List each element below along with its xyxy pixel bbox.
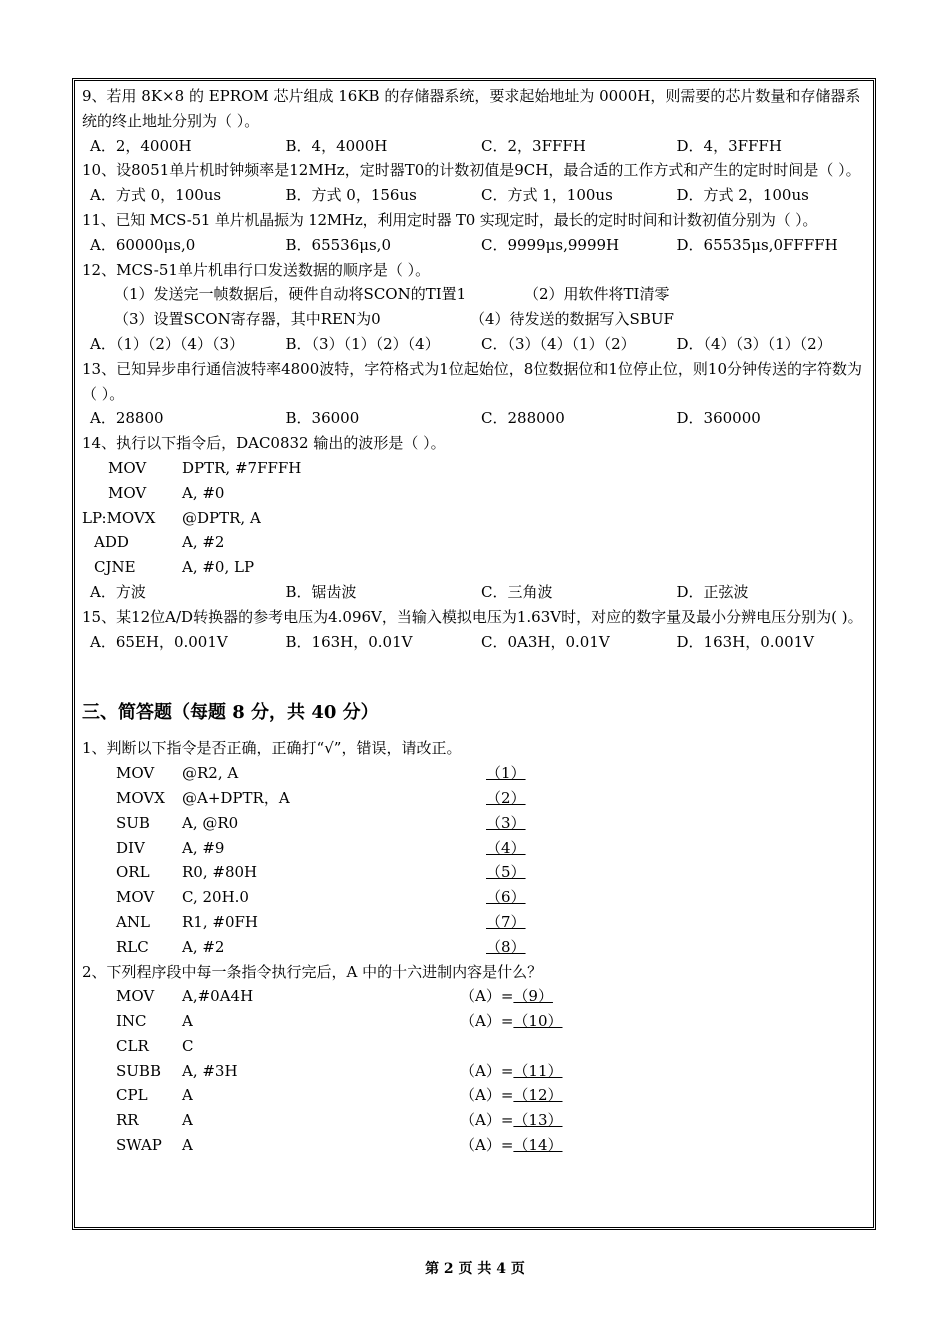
code-arg: A, #0, LP	[182, 558, 255, 577]
item-3: （3）设置SCON寄存器，其中REN为0	[114, 310, 381, 329]
option-c: C．（3）（4）（1）（2）	[481, 334, 636, 353]
code-op: MOV	[108, 458, 147, 477]
instr-arg: R1, #0FH	[182, 912, 258, 931]
code-line	[82, 555, 872, 580]
instruction-row	[82, 836, 872, 861]
option-b: B．锯齿波	[285, 582, 357, 601]
option-c: C．方式 1，100us	[481, 186, 613, 205]
option-d: D．（4）（3）（1）（2）	[676, 334, 832, 353]
option-d: D．65535μs,0FFFFH	[676, 235, 838, 254]
instruction-row	[82, 910, 872, 935]
answer-blank: （2）	[486, 788, 526, 807]
result-prefix: （A）=	[460, 1061, 514, 1080]
instr-arg: C	[182, 1036, 194, 1055]
option-b: B．36000	[285, 409, 360, 428]
answer-blank: （14）	[513, 1136, 563, 1155]
result-prefix: （A）=	[460, 1111, 514, 1130]
answer-blank: （8）	[486, 937, 526, 956]
question-10: 10、设8051单片机时钟频率是12MHz，定时器T0的计数初值是9CH，最合适的工作方式和产生的定时时间是（ ）。	[82, 161, 861, 180]
option-d: D．正弦波	[676, 582, 749, 601]
code-op: ADD	[94, 533, 129, 552]
instr-arg: @R2, A	[182, 764, 239, 783]
section-heading: 三、简答题（每题 8 分，共 40 分）	[82, 702, 379, 724]
option-c: C．2，3FFFH	[481, 136, 586, 155]
option-d: D．方式 2，100us	[676, 186, 809, 205]
question-14-options	[82, 580, 872, 605]
instruction-row	[82, 1133, 872, 1158]
instr-op: RLC	[116, 937, 149, 956]
question-15-options	[82, 630, 872, 655]
option-b: B．163H，0.01V	[285, 632, 413, 651]
instruction-row	[82, 984, 872, 1009]
question-13: 13、已知异步串行通信波特率4800波特，字符格式为1位起始位，8位数据位和1位停止位，则10分钟传送的字符数为（ ）。	[82, 359, 862, 403]
option-d: D．4，3FFFH	[676, 136, 782, 155]
code-arg: @DPTR, A	[182, 508, 261, 527]
instr-arg: A,#0A4H	[182, 987, 254, 1006]
question-9: 9、若用 8K×8 的 EPROM 芯片组成 16KB 的存储器系统，要求起始地址为 0000H，则需要的芯片数量和存储器系统的终止地址分别为（ ）。	[82, 87, 861, 130]
option-d: D．360000	[676, 409, 761, 428]
instruction-row	[82, 1083, 872, 1108]
option-b: B．（3）（1）（2）（4）	[285, 334, 440, 353]
instr-op: SUB	[116, 813, 150, 832]
short-question-1: 1、判断以下指令是否正确，正确打“√”，错误，请改正。	[82, 739, 462, 758]
code-op: LP:MOVX	[82, 508, 156, 527]
result-prefix: （A）=	[460, 1012, 514, 1031]
answer-blank: （5）	[486, 863, 526, 882]
instr-op: DIV	[116, 838, 145, 857]
result-prefix: （A）=	[460, 1086, 514, 1105]
answer-blank: （3）	[486, 813, 526, 832]
code-op: MOV	[108, 483, 147, 502]
option-a: A．60000μs,0	[90, 235, 196, 254]
option-a: A．65EH，0.001V	[90, 632, 228, 651]
instruction-row	[82, 786, 872, 811]
instr-arg: A	[182, 1136, 193, 1155]
question-12: 12、MCS-51单片机串行口发送数据的顺序是（ ）。	[82, 260, 431, 279]
instruction-row	[82, 1108, 872, 1133]
instr-op: CPL	[116, 1086, 148, 1105]
instr-op: RR	[116, 1111, 139, 1130]
answer-blank: （12）	[513, 1086, 563, 1105]
question-12-items-row2	[82, 307, 872, 332]
answer-blank: （9）	[513, 987, 553, 1006]
instruction-row	[82, 761, 872, 786]
instruction-row	[82, 1034, 872, 1059]
instruction-row	[82, 811, 872, 836]
option-c: C．三角波	[481, 582, 553, 601]
question-12-items-row1	[82, 282, 872, 307]
short-question-2: 2、下列程序段中每一条指令执行完后，A 中的十六进制内容是什么？	[82, 962, 543, 981]
code-op: CJNE	[94, 558, 136, 577]
question-10-options	[82, 183, 872, 208]
item-4: （4）待发送的数据写入SBUF	[470, 310, 674, 329]
answer-blank: （4）	[486, 838, 526, 857]
instr-arg: A, #9	[182, 838, 225, 857]
instr-arg: A	[182, 1111, 193, 1130]
option-a: A．（1）（2）（4）（3）	[90, 334, 245, 353]
question-11: 11、已知 MCS-51 单片机晶振为 12MHz，利用定时器 T0 实现定时，最长的定时时间和计数初值分别为（ ）。	[82, 210, 818, 229]
instr-op: INC	[116, 1012, 147, 1031]
page-number: 第 2 页 共 4 页	[425, 1261, 525, 1277]
instr-op: ORL	[116, 863, 150, 882]
code-line	[82, 481, 872, 506]
item-1: （1）发送完一帧数据后，硬件自动将SCON的TI置1	[114, 285, 467, 304]
instruction-row	[82, 885, 872, 910]
result-prefix: （A）=	[460, 1136, 514, 1155]
question-13-options	[82, 406, 872, 431]
option-c: C．288000	[481, 409, 565, 428]
question-9-options	[82, 134, 872, 159]
code-line	[82, 506, 872, 531]
answer-blank: （6）	[486, 888, 526, 907]
answer-blank: （7）	[486, 912, 526, 931]
option-c: C．9999μs,9999H	[481, 235, 620, 254]
instruction-row	[82, 860, 872, 885]
answer-blank: （10）	[513, 1012, 563, 1031]
instr-arg: C, 20H.0	[182, 888, 249, 907]
answer-blank: （1）	[486, 764, 526, 783]
instr-arg: A	[182, 1012, 193, 1031]
instr-op: MOV	[116, 987, 155, 1006]
question-14: 14、执行以下指令后，DAC0832 输出的波形是（ ）。	[82, 434, 446, 453]
option-b: B．方式 0，156us	[285, 186, 417, 205]
answer-blank: （13）	[513, 1111, 563, 1130]
instruction-row	[82, 1059, 872, 1084]
instr-arg: A, #2	[182, 937, 225, 956]
instruction-row	[82, 935, 872, 960]
code-arg: DPTR, #7FFFH	[182, 458, 302, 477]
code-line	[82, 530, 872, 555]
option-a: A．方式 0，100us	[90, 186, 222, 205]
item-2: （2）用软件将TI清零	[524, 285, 670, 304]
instruction-row	[82, 1009, 872, 1034]
option-b: B．65536μs,0	[285, 235, 391, 254]
instr-op: ANL	[116, 912, 150, 931]
instr-op: MOVX	[116, 788, 165, 807]
question-12-options	[82, 332, 872, 357]
instr-arg: R0, #80H	[182, 863, 258, 882]
exam-content	[82, 84, 872, 1158]
option-d: D．163H，0.001V	[676, 632, 815, 651]
option-b: B．4，4000H	[285, 136, 388, 155]
code-arg: A, #0	[182, 483, 225, 502]
option-a: A．2，4000H	[90, 136, 192, 155]
result-prefix: （A）=	[460, 987, 514, 1006]
code-arg: A, #2	[182, 533, 225, 552]
option-c: C．0A3H，0.01V	[481, 632, 610, 651]
question-11-options	[82, 233, 872, 258]
instr-arg: @A+DPTR，A	[182, 788, 290, 807]
code-line	[82, 456, 872, 481]
option-a: A．28800	[90, 409, 164, 428]
instr-op: SUBB	[116, 1061, 161, 1080]
question-15: 15、某12位A/D转换器的参考电压为4.096V，当输入模拟电压为1.63V时，对应的数字量及最小分辨电压分别为( )。	[82, 607, 863, 626]
instr-arg: A, @R0	[182, 813, 239, 832]
answer-blank: （11）	[513, 1061, 563, 1080]
instr-arg: A, #3H	[182, 1061, 238, 1080]
instr-op: MOV	[116, 888, 155, 907]
instr-op: MOV	[116, 764, 155, 783]
instr-arg: A	[182, 1086, 193, 1105]
option-a: A．方波	[90, 582, 146, 601]
instr-op: SWAP	[116, 1136, 162, 1155]
instr-op: CLR	[116, 1036, 149, 1055]
